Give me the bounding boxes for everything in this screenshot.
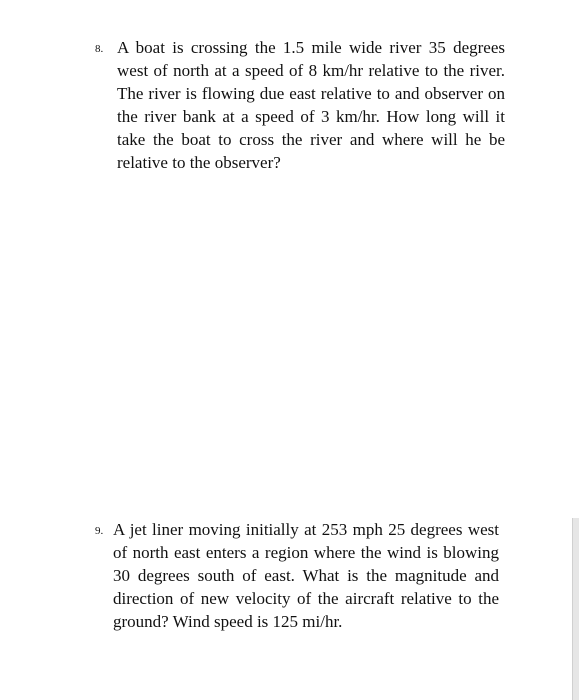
problem-9 (95, 518, 499, 633)
problem-number: 8. (95, 43, 104, 55)
problem-number: 9. (95, 525, 104, 537)
problem-text: A boat is crossing the 1.5 mile wide river 35 degrees west of north at a speed of 8 km/hr relative to the river. The river is flowing due east relative to and observer on the river bank at a speed of 3 km/hr. How long will it take the boat to cross the river and where will he be relative to the observer? (117, 38, 505, 172)
scrollbar-edge[interactable] (572, 518, 579, 700)
problem-8 (95, 36, 505, 174)
problem-text: A jet liner moving initially at 253 mph 25 degrees west of north east enters a region where the wind is blowing 30 degrees south of east. What is the magnitude and direction of new velocity of the aircraft relative to the ground? Wind speed is 125 mi/hr. (113, 520, 499, 631)
